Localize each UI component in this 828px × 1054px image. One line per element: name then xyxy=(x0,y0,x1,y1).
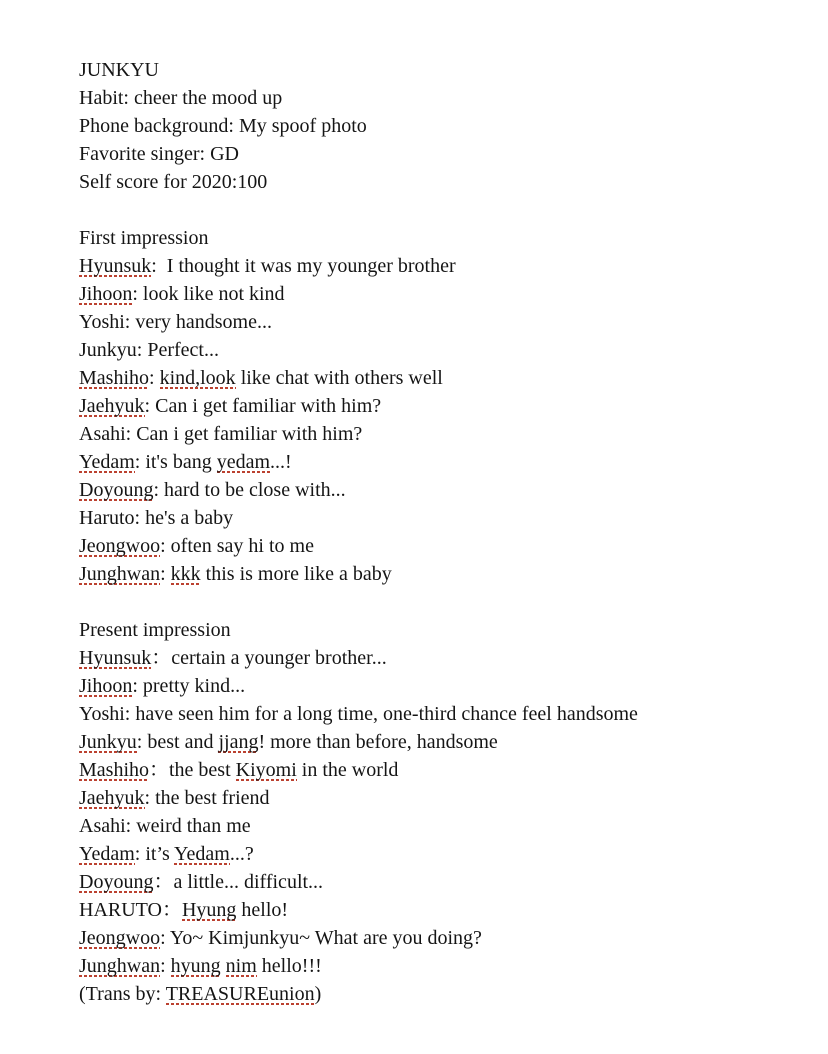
blank-line xyxy=(79,196,798,224)
misspelled-word: yedam xyxy=(216,451,271,473)
text-run: : Yo~ Kimjunkyu~ What are you doing? xyxy=(160,927,482,949)
text-line xyxy=(79,280,798,308)
text-run: ) xyxy=(314,983,322,1005)
misspelled-word: jjang xyxy=(218,731,259,753)
misspelled-word: Hyunsuk xyxy=(79,255,152,277)
text-run: ：a little... difficult... xyxy=(153,871,324,893)
misspelled-word: Jihoon xyxy=(79,675,133,697)
misspelled-word: Kiyomi xyxy=(235,759,297,781)
misspelled-word: Hyunsuk xyxy=(79,647,152,669)
text-line xyxy=(79,840,798,868)
text-run: ...! xyxy=(270,451,292,473)
misspelled-word: Mashiho xyxy=(79,759,149,781)
text-line xyxy=(79,308,798,336)
text-run: (Trans by: xyxy=(79,983,166,1005)
text-line xyxy=(79,504,798,532)
text-run: JUNKYU xyxy=(79,59,159,81)
misspelled-word: Jaehyuk xyxy=(79,395,145,417)
text-line xyxy=(79,924,798,952)
text-line xyxy=(79,560,798,588)
text-run: : xyxy=(160,955,171,977)
text-line xyxy=(79,616,798,644)
text-line xyxy=(79,336,798,364)
misspelled-word: TREASUREunion xyxy=(165,983,315,1005)
text-line xyxy=(79,952,798,980)
blank-line xyxy=(79,588,798,616)
text-run: : the best friend xyxy=(144,787,270,809)
text-line xyxy=(79,644,798,672)
text-run: Asahi: weird than me xyxy=(79,815,251,837)
text-line xyxy=(79,532,798,560)
text-line xyxy=(79,448,798,476)
misspelled-word: Junkyu xyxy=(79,731,137,753)
text-run: hello!!! xyxy=(256,955,322,977)
text-line xyxy=(79,756,798,784)
misspelled-word: Hyung xyxy=(181,899,237,921)
text-run: : often say hi to me xyxy=(160,535,314,557)
text-run: like chat with others well xyxy=(235,367,443,389)
text-run xyxy=(221,955,226,977)
text-line xyxy=(79,420,798,448)
text-run: : look like not kind xyxy=(132,283,285,305)
text-run: ：certain a younger brother... xyxy=(151,647,387,669)
text-line xyxy=(79,224,798,252)
misspelled-word: Junghwan xyxy=(79,563,161,585)
text-run: in the world xyxy=(296,759,399,781)
text-line xyxy=(79,168,798,196)
misspelled-word: Jihoon xyxy=(79,283,133,305)
text-line xyxy=(79,84,798,112)
text-line xyxy=(79,476,798,504)
text-run: Haruto: he's a baby xyxy=(79,507,234,529)
text-run: Present impression xyxy=(79,619,231,641)
text-run: First impression xyxy=(79,227,209,249)
misspelled-word: Junghwan xyxy=(79,955,161,977)
text-line xyxy=(79,812,798,840)
text-line xyxy=(79,112,798,140)
misspelled-word: Jeongwoo xyxy=(79,927,161,949)
text-run: : I thought it was my younger brother xyxy=(151,255,456,277)
misspelled-word: nim xyxy=(225,955,257,977)
text-run: ! more than before, handsome xyxy=(258,731,498,753)
misspelled-word: Doyoung xyxy=(79,479,154,501)
text-run: Favorite singer: GD xyxy=(79,143,239,165)
misspelled-word: Mashiho xyxy=(79,367,149,389)
text-run: Yoshi: have seen him for a long time, one-third chance feel handsome xyxy=(79,703,638,725)
text-run: : Can i get familiar with him? xyxy=(144,395,382,417)
text-line xyxy=(79,252,798,280)
text-line xyxy=(79,700,798,728)
text-run: : it’s xyxy=(134,843,175,865)
text-run: Phone background: My spoof photo xyxy=(79,115,367,137)
misspelled-word: kkk xyxy=(170,563,201,585)
misspelled-word: Jeongwoo xyxy=(79,535,161,557)
text-line xyxy=(79,980,798,1008)
misspelled-word: Doyoung xyxy=(79,871,154,893)
text-run: : it's bang xyxy=(134,451,217,473)
text-run: Self score for 2020:100 xyxy=(79,171,268,193)
misspelled-word: Yedam xyxy=(174,843,230,865)
text-run: : best and xyxy=(136,731,219,753)
text-run: Habit: cheer the mood up xyxy=(79,87,283,109)
text-line xyxy=(79,868,798,896)
text-run: : pretty kind... xyxy=(132,675,246,697)
text-line xyxy=(79,672,798,700)
text-line xyxy=(79,728,798,756)
text-line xyxy=(79,364,798,392)
text-run: : xyxy=(160,563,171,585)
text-run: HARUTO： xyxy=(79,899,182,921)
text-run: Yoshi: very handsome... xyxy=(79,311,272,333)
text-run: : hard to be close with... xyxy=(153,479,346,501)
text-run: Junkyu: Perfect... xyxy=(79,339,219,361)
misspelled-word: hyung xyxy=(170,955,221,977)
text-run: ：the best xyxy=(149,759,236,781)
text-run: ...? xyxy=(229,843,254,865)
misspelled-word: Yedam xyxy=(79,451,135,473)
misspelled-word: kind,look xyxy=(159,367,236,389)
text-line xyxy=(79,56,798,84)
text-line xyxy=(79,392,798,420)
text-run: : xyxy=(149,367,160,389)
misspelled-word: Jaehyuk xyxy=(79,787,145,809)
text-run: Asahi: Can i get familiar with him? xyxy=(79,423,363,445)
text-run: this is more like a baby xyxy=(200,563,392,585)
misspelled-word: Yedam xyxy=(79,843,135,865)
text-line xyxy=(79,784,798,812)
text-run: hello! xyxy=(236,899,289,921)
text-line xyxy=(79,896,798,924)
text-line xyxy=(79,140,798,168)
